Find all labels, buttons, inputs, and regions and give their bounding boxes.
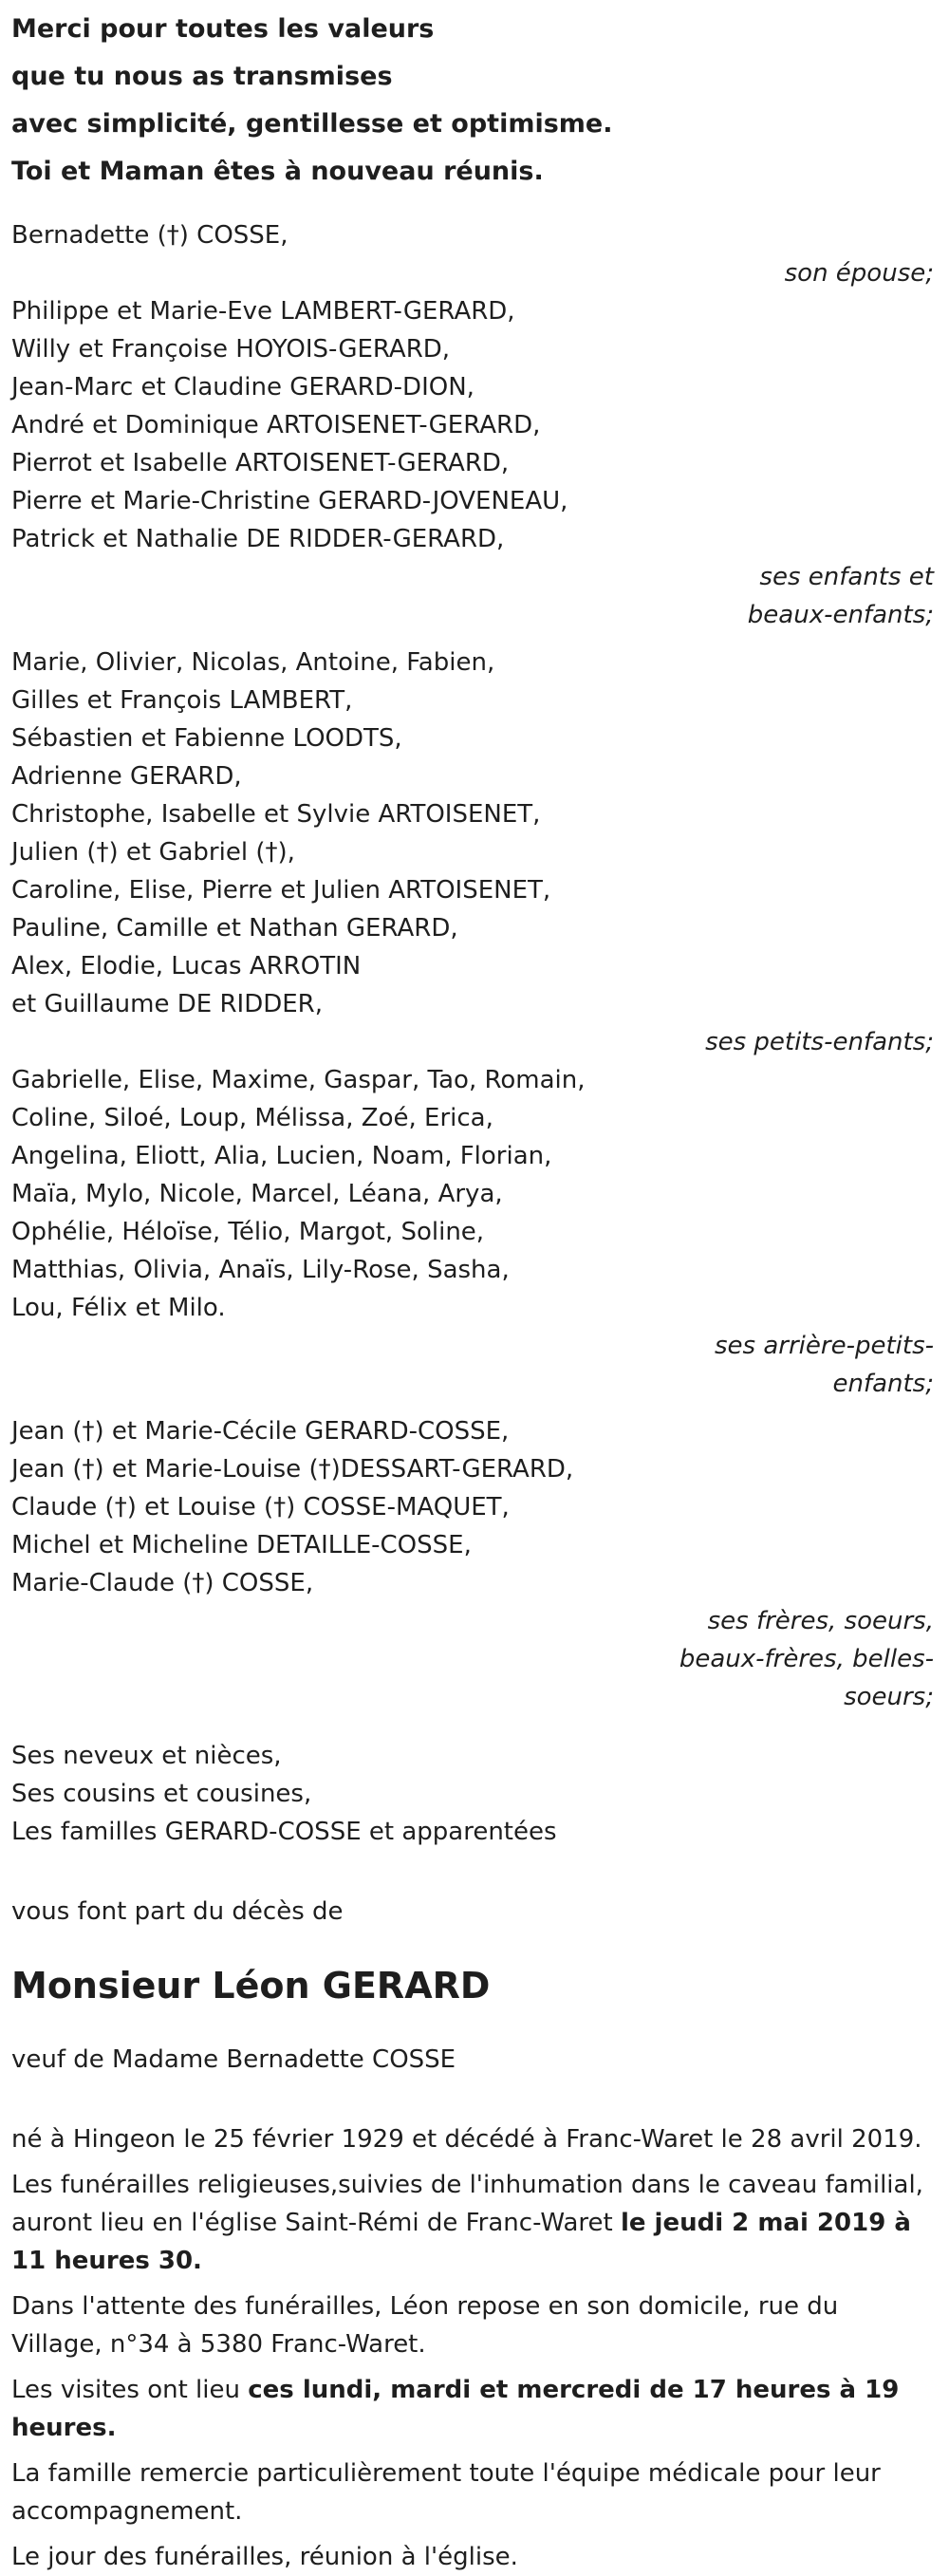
family-name-line: Ophélie, Héloïse, Télio, Margot, Soline, xyxy=(11,1218,485,1246)
family-group-siblings xyxy=(11,1412,938,1716)
other-relatives xyxy=(11,1737,938,1851)
family-group-grandchildren xyxy=(11,644,938,1061)
announcement-text: vous font part du décès de xyxy=(11,1897,344,1926)
family-name-line: Pierrot et Isabelle ARTOISENET-GERARD, xyxy=(11,449,510,477)
family-group-great-grandchildren xyxy=(11,1061,938,1403)
relation-label: ses enfants et beaux-enfants; xyxy=(747,563,934,629)
thanks-text: La famille remercie particulièrement toute l'équipe médicale pour leur accompagnement. xyxy=(11,2459,881,2526)
deceased-name: Monsieur Léon GERARD xyxy=(11,1965,491,2007)
rest-info: Dans l'attente des funérailles, Léon repose en son domicile, rue du Village, n°34 à 5380 Franc-Waret. xyxy=(11,2292,839,2359)
family-name-line: Patrick et Nathalie DE RIDDER-GERARD, xyxy=(11,525,505,553)
relation-label: son épouse; xyxy=(784,259,934,288)
family-name-line: Angelina, Eliott, Alia, Lucien, Noam, Florian, xyxy=(11,1142,552,1170)
family-name-line: Alex, Elodie, Lucas ARROTIN xyxy=(11,952,362,980)
family-name-line: Coline, Siloé, Loup, Mélissa, Zoé, Erica, xyxy=(11,1104,493,1132)
family-name-line: Lou, Félix et Milo. xyxy=(11,1294,226,1322)
birth-death-text: né à Hingeon le 25 février 1929 et décédé à Franc-Waret le 28 avril 2019. xyxy=(11,2125,922,2154)
funeral-info: Les funérailles religieuses,suivies de l'inhumation dans le caveau familial, auront lieu en l'église Saint-Rémi de Franc-Waret le jeudi 2 mai 2019 à 11 heures 30. xyxy=(11,2171,923,2275)
family-name-line: André et Dominique ARTOISENET-GERARD, xyxy=(11,411,541,439)
intro-line: Toi et Maman êtes à nouveau réunis. xyxy=(11,157,544,186)
family-name-line: Claude (†) et Louise (†) COSSE-MAQUET, xyxy=(11,1493,510,1521)
family-name-line: Gabrielle, Elise, Maxime, Gaspar, Tao, Romain, xyxy=(11,1066,586,1094)
visits-info: Les visites ont lieu ces lundi, mardi et mercredi de 17 heures à 19 heures. xyxy=(11,2376,900,2442)
relation-label: ses petits-enfants; xyxy=(705,1028,934,1056)
family-name-line: Ses neveux et nièces, xyxy=(11,1742,282,1770)
family-name-line: Matthias, Olivia, Anaïs, Lily-Rose, Sasha, xyxy=(11,1256,510,1284)
family-name-line: Les familles GERARD-COSSE et apparentées xyxy=(11,1818,557,1846)
family-name-line: Philippe et Marie-Eve LAMBERT-GERARD, xyxy=(11,297,515,326)
family-name-line: Caroline, Elise, Pierre et Julien ARTOISENET, xyxy=(11,876,551,905)
family-name-line: Pierre et Marie-Christine GERARD-JOVENEAU, xyxy=(11,487,568,515)
family-name-line: Jean-Marc et Claudine GERARD-DION, xyxy=(11,373,474,401)
family-name-line: Marie-Claude (†) COSSE, xyxy=(11,1569,314,1597)
family-name-line: Michel et Micheline DETAILLE-COSSE, xyxy=(11,1531,472,1559)
intro-line: Merci pour toutes les valeurs xyxy=(11,14,435,44)
relation-label: ses arrière-petits- enfants; xyxy=(715,1332,934,1398)
family-name-line: Sébastien et Fabienne LOODTS, xyxy=(11,724,402,753)
family-group-spouse xyxy=(11,216,938,292)
family-name-line: Maïa, Mylo, Nicole, Marcel, Léana, Arya, xyxy=(11,1180,503,1208)
family-name-line: Ses cousins et cousines, xyxy=(11,1780,312,1808)
family-name-line: Bernadette (†) COSSE, xyxy=(11,221,288,250)
family-name-line: et Guillaume DE RIDDER, xyxy=(11,990,323,1018)
visits-hours: ces lundi, mardi et mercredi de 17 heures à 19 heures. xyxy=(11,2376,900,2442)
relation-label: ses frères, soeurs, beaux-frères, belles- soeurs; xyxy=(679,1607,934,1711)
family-group-children xyxy=(11,292,938,634)
intro-verse xyxy=(11,0,938,196)
family-name-line: Marie, Olivier, Nicolas, Antoine, Fabien, xyxy=(11,648,495,677)
family-name-line: Adrienne GERARD, xyxy=(11,762,242,791)
meeting-info: Le jour des funérailles, réunion à l'église. xyxy=(11,2543,518,2571)
family-name-line: Gilles et François LAMBERT, xyxy=(11,686,353,715)
intro-line: avec simplicité, gentillesse et optimisme. xyxy=(11,109,613,139)
family-name-line: Willy et Françoise HOYOIS-GERARD, xyxy=(11,335,451,364)
family-name-line: Christophe, Isabelle et Sylvie ARTOISENET, xyxy=(11,800,541,829)
family-name-line: Jean (†) et Marie-Louise (†)DESSART-GERARD, xyxy=(11,1455,574,1484)
funeral-date: le jeudi 2 mai 2019 à 11 heures 30. xyxy=(11,2209,911,2275)
family-name-line: Pauline, Camille et Nathan GERARD, xyxy=(11,914,458,943)
widower-text: veuf de Madame Bernadette COSSE xyxy=(11,2045,456,2074)
intro-line: que tu nous as transmises xyxy=(11,62,393,91)
family-name-line: Julien (†) et Gabriel (†), xyxy=(11,838,295,867)
family-name-line: Jean (†) et Marie-Cécile GERARD-COSSE, xyxy=(11,1417,510,1446)
